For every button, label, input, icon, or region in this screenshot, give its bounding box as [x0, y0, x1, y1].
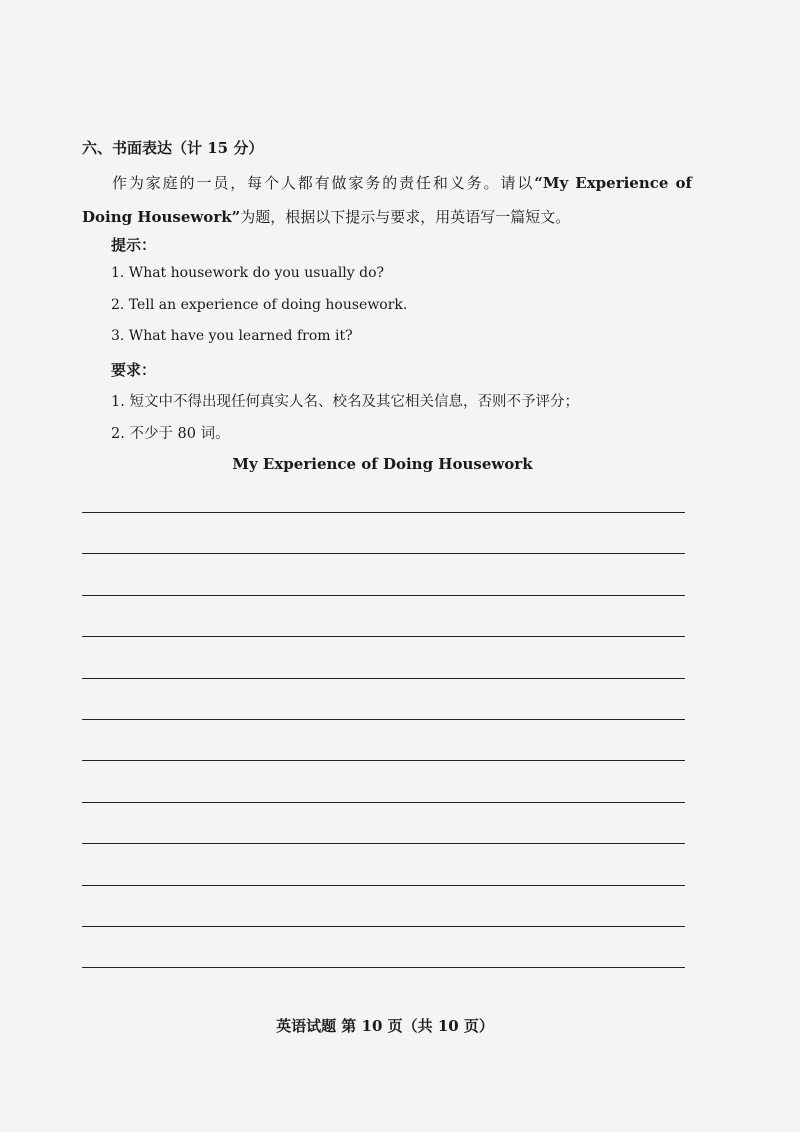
writing-line[interactable]: [82, 760, 685, 761]
requirements-label: 要求：: [111, 361, 157, 379]
instructions-text-2: 为题，根据以下提示与要求，用英语写一篇短文。: [240, 208, 571, 226]
writing-line[interactable]: [82, 512, 685, 513]
writing-line[interactable]: [82, 802, 685, 803]
requirement-item: 1. 短文中不得出现任何真实人名、校名及其它相关信息，否则不予评分；: [111, 394, 579, 410]
writing-line[interactable]: [82, 967, 685, 968]
writing-line[interactable]: [82, 595, 685, 596]
hint-item: 1. What housework do you usually do?: [111, 265, 385, 281]
essay-title: My Experience of Doing Housework: [232, 455, 533, 473]
task-instructions: [82, 166, 692, 234]
writing-line[interactable]: [82, 636, 685, 637]
instructions-quoted-title: “My Experience of Doing Housework”: [82, 174, 692, 226]
hint-item: 2. Tell an experience of doing housework.: [111, 297, 408, 313]
writing-line[interactable]: [82, 719, 685, 720]
writing-line[interactable]: [82, 885, 685, 886]
instructions-text-1: 作为家庭的一员，每个人都有做家务的责任和义务。请以: [112, 174, 535, 192]
writing-line[interactable]: [82, 843, 685, 844]
page-footer: 英语试题 第 10 页（共 10 页）: [276, 1017, 494, 1035]
requirement-item: 2. 不少于 80 词。: [111, 426, 230, 442]
writing-line[interactable]: [82, 553, 685, 554]
writing-line[interactable]: [82, 678, 685, 679]
writing-line[interactable]: [82, 926, 685, 927]
section-heading: 六、书面表达（计 15 分）: [82, 139, 264, 157]
hints-label: 提示：: [111, 236, 157, 254]
hint-item: 3. What have you learned from it?: [111, 328, 353, 344]
